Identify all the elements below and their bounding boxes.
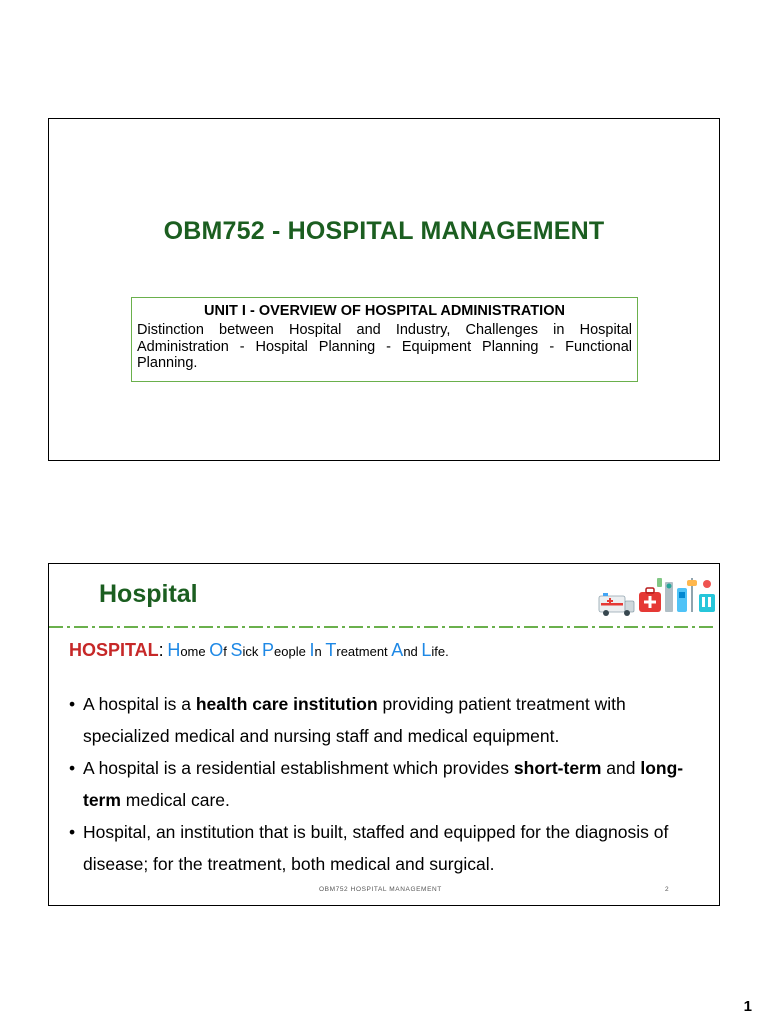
unit-title: UNIT I - OVERVIEW OF HOSPITAL ADMINISTRATION bbox=[204, 303, 565, 319]
bullet-item bbox=[69, 688, 709, 752]
bullet-dot: • bbox=[69, 758, 76, 778]
acronym-rest: nd bbox=[403, 644, 418, 659]
bullet-text: medical care. bbox=[120, 790, 230, 810]
bullet-text: A hospital is a residential establishment which provides bbox=[83, 758, 514, 778]
hospital-illustration bbox=[595, 574, 719, 620]
acronym-initial: S bbox=[230, 640, 243, 660]
page-number: 1 bbox=[743, 998, 752, 1015]
acronym-rest: n bbox=[314, 644, 322, 659]
acronym-head: HOSPITAL bbox=[69, 640, 159, 660]
slide-title: Hospital bbox=[99, 580, 198, 608]
acronym-rest: f bbox=[223, 644, 227, 659]
slide-footer: OBM752 HOSPITAL MANAGEMENT bbox=[319, 886, 442, 893]
acronym-rest: ick bbox=[242, 644, 259, 659]
acronym-initial: H bbox=[167, 640, 181, 660]
bullet-bold-text: health care institution bbox=[195, 694, 378, 714]
bullet-item bbox=[69, 816, 709, 880]
bullet-text: and bbox=[601, 758, 641, 778]
unit-summary-box bbox=[131, 297, 638, 382]
bullet-text: A hospital is a bbox=[83, 694, 196, 714]
acronym-initial: A bbox=[391, 640, 404, 660]
acronym-initial: T bbox=[325, 640, 337, 660]
title-divider bbox=[49, 626, 715, 628]
acronym-initial: I bbox=[309, 640, 315, 660]
acronym-rest: reatment bbox=[336, 644, 388, 659]
slide-1 bbox=[48, 118, 720, 461]
hospital-acronym bbox=[69, 640, 449, 661]
unit-description: Distinction between Hospital and Industry, Challenges in Hospital Administration - Hospital Planning - Equipment Planning - Functional Planning. bbox=[137, 322, 632, 371]
acronym-rest: ome bbox=[180, 644, 206, 659]
medical-equipment-icon bbox=[657, 578, 715, 612]
acronym-initial: L bbox=[421, 640, 432, 660]
bullet-item bbox=[69, 752, 709, 816]
bullet-bold-text: short-term bbox=[513, 758, 602, 778]
slide-title: OBM752 - HOSPITAL MANAGEMENT bbox=[163, 217, 605, 245]
acronym-initial: P bbox=[262, 640, 275, 660]
slide-number: 2 bbox=[665, 886, 669, 893]
acronym-rest: eople bbox=[274, 644, 306, 659]
acronym-initial: O bbox=[209, 640, 224, 660]
ambulance-icon bbox=[599, 593, 634, 616]
bullet-text: Hospital, an institution that is built, staffed and equipped for the diagnosis of disease; for the treatment, both medical and surgical. bbox=[83, 822, 669, 874]
bullet-text: providing patient treatment with specialized medical and nursing staff and medical equipment. bbox=[83, 694, 626, 746]
acronym-rest: ife. bbox=[431, 644, 449, 659]
bullet-dot: • bbox=[69, 694, 76, 714]
bullet-list bbox=[69, 688, 709, 880]
slide-2 bbox=[48, 563, 720, 906]
first-aid-kit-icon bbox=[639, 588, 661, 612]
bullet-bold-text: long-term bbox=[83, 758, 684, 810]
bullet-dot: • bbox=[69, 822, 76, 842]
acronym-colon: : bbox=[158, 640, 164, 660]
